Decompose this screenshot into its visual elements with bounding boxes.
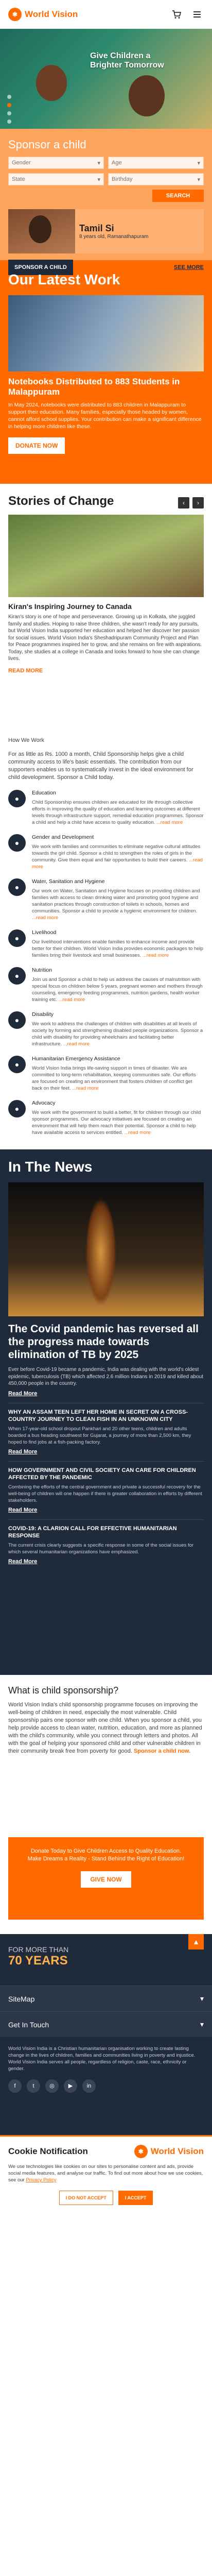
child-card[interactable] (8, 209, 204, 253)
focus-area-name: Water, Sanitation and Hygiene (32, 878, 105, 885)
focus-area-read-more[interactable]: ...read more (32, 915, 59, 921)
logo[interactable] (8, 8, 78, 21)
prev-arrow-icon[interactable]: ‹ (178, 497, 189, 509)
cart-icon[interactable] (170, 8, 183, 21)
years-banner (0, 1934, 212, 1986)
focus-area-read-more[interactable]: ...read more (72, 1086, 99, 1091)
focus-area-desc: Child Sponsorship ensures children are educated for life through collective efforts in improving the quality of education and learning outcomes at different levels through infrastructure support, remedial education programmes. Sponsor a child and help a child have access to quality education. ...read more (32, 800, 204, 825)
news-item-title[interactable]: WHY AN ASSAM TEEN LEFT HER HOME IN SECRET ON A CROSS-COUNTRY JOURNEY TO CLEAN FISH IN AN UNKNOWN CITY (8, 1409, 188, 1422)
story-read-more-link[interactable]: READ MORE (8, 667, 43, 674)
donate-now-button[interactable]: DONATE NOW (8, 437, 65, 454)
focus-area-name: Gender and Development (32, 834, 94, 840)
focus-area-item (8, 790, 204, 826)
carousel-dot[interactable] (7, 111, 11, 115)
instagram-icon[interactable]: ◎ (45, 2079, 59, 2093)
focus-area-read-more[interactable]: ...read more (32, 857, 203, 870)
state-select[interactable]: State ▾ (8, 173, 104, 185)
focus-area-name: Education (32, 790, 56, 796)
birthday-select[interactable]: Birthday ▾ (108, 173, 204, 185)
scroll-top-icon[interactable]: ▲ (188, 1934, 204, 1950)
news-item-read-more[interactable]: Read More (8, 1506, 38, 1513)
search-button[interactable]: SEARCH (152, 190, 204, 202)
news-feature-title[interactable]: The Covid pandemic has reversed all the progress made towards elimination of TB by 2025 (8, 1323, 199, 1361)
next-arrow-icon[interactable]: › (192, 497, 204, 509)
livelihood-icon: ● (8, 929, 26, 947)
logo-mark-icon: ✱ (134, 2145, 148, 2158)
see-more-link[interactable]: SEE MORE (173, 264, 204, 270)
focus-areas-list (8, 790, 204, 1136)
focus-area-desc: We work to address the challenges of children with disabilities at all levels of society by forming and strengthening disabled people organizations. Sponsor a child with disability for providing wheelchairs and facilitating better infrastructure. ...read more (32, 1021, 203, 1047)
youtube-icon[interactable]: ▶ (64, 2079, 77, 2093)
focus-area-item (8, 834, 204, 870)
focus-area-desc: Our work on Water, Sanitation and Hygiene focuses on providing children and families with access to clean drinking water and promoting good hygiene and sanitation practices through construction of toilets in schools, homes and communities. Sponsor a child to provide a hygienic environment for children. ...read more (32, 888, 200, 921)
cookie-banner (0, 2135, 212, 2230)
focus-area-read-more[interactable]: ...read more (124, 1130, 151, 1136)
latest-work-image (8, 295, 204, 371)
child-sponsorship-info (0, 1675, 212, 1837)
get-in-touch-label: Get In Touch (8, 2020, 49, 2029)
advocacy-icon: ● (8, 1100, 26, 1117)
news-section (0, 1149, 212, 1675)
focus-area-read-more[interactable]: ...read more (142, 953, 169, 958)
focus-area-item (8, 929, 204, 959)
news-item (8, 1403, 204, 1455)
chevron-down-icon: ▾ (197, 160, 200, 166)
focus-area-name: Livelihood (32, 929, 57, 936)
hero-carousel-dots (7, 95, 11, 124)
cookie-text: We use technologies like cookies on our sites to personalise content and ads, provide social media features, and analyse our traffic. To find out more about how we use cookies, see our Privacy Policy (8, 2164, 203, 2183)
latest-work-title: Our Latest Work (8, 272, 120, 287)
how-we-work-lede: For as little as Rs. 1000 a month, Child Sponsorship helps give a child community access to life's basic essentials. The contribution from our supporters enables us to systematically invest in the ideal environment for child development. Sponsor a Child today. (8, 751, 193, 781)
news-item (8, 1519, 204, 1565)
logo-text: World Vision (25, 9, 78, 19)
news-item-body: The current crisis clearly suggests a specific response in some of the social issues for which several humanitarian organizations have emphasized. (8, 1542, 194, 1555)
footer (0, 2037, 212, 2135)
news-item-read-more[interactable]: Read More (8, 1558, 38, 1565)
privacy-policy-link[interactable]: Privacy Policy (26, 2177, 57, 2183)
news-item-read-more[interactable]: Read More (8, 1448, 38, 1455)
years-prefix: FOR MORE THAN (8, 1945, 69, 1954)
child-photo (8, 209, 75, 253)
gender-icon: ● (8, 834, 26, 852)
chevron-down-icon: ▾ (197, 177, 200, 183)
how-we-work-caption: How We Work (8, 737, 44, 743)
header-icons (170, 8, 204, 21)
news-item (8, 1461, 204, 1513)
chevron-down-icon: ▾ (97, 160, 100, 166)
sponsor-section (0, 129, 212, 270)
latest-work-story-body: In May 2024, notebooks were distributed to 883 children in Malappuram to support their education. Many families, especially those headed by women, cannot afford school supplies. Your contribution can make a significant difference in helping more children like these. (8, 402, 202, 430)
news-feature-body: Ever before Covid-19 became a pandemic, India was dealing with the world's oldest epidemic, tuberculosis (TB) which affected 2.6 million Indians in 2019 and killed about 450,000 people in the country. (8, 1367, 203, 1386)
sponsor-now-link[interactable]: Sponsor a child now. (133, 1748, 191, 1754)
news-feature-image (8, 1182, 204, 1316)
footer-text: World Vision India is a Christian humanitarian organisation working to create lasting change in the lives of children, families and communities living in poverty and injustice. World Vision India serves all people, regardless of religion, caste, race, ethnicity or gender. (8, 2046, 196, 2072)
facebook-icon[interactable]: f (8, 2079, 22, 2093)
carousel-dot[interactable] (7, 120, 11, 124)
child-sponsorship-body: World Vision India's child sponsorship programme focuses on improving the well-being of children in need, especially the most vulnerable. Child sponsorship pairs one sponsor with one child. When you sponsor a child, you help provide access to clean water, nutrition, education, and more as planned with the child's community, while you connect through letters and photos. All with the goal of helping your sponsored child and other vulnerable children in their community break free from poverty for good. Sponsor a child now. (8, 1702, 202, 1754)
cookie-decline-button[interactable]: I DO NOT ACCEPT (59, 2191, 113, 2205)
focus-area-desc: World Vision India brings life-saving support in times of disaster. We are committed to long-term rehabilitation, keeping communities safe. Our efforts are focused on creating an environment that fosters children of conflict get back on their feet. ...read more (32, 1065, 196, 1091)
child-sponsorship-title: What is child sponsorship? (8, 1685, 119, 1696)
carousel-dot[interactable] (7, 95, 11, 99)
focus-area-name: Advocacy (32, 1100, 56, 1106)
story-body: Kiran's story is one of hope and perseverance. Growing up in Kolkata, she juggled family and studies. Hoping to raise three children, she wasn't ready for any pursuits, but World Vision India supported her education and helped her discover her passion for social issues. World Vision India's Sheshadripuram Community Project and Plan for Peace programmes inspired her to grow, and she remains on fire with aspirations. Today, she studies at a college in Canada and looks forward to how she can change lives. (8, 614, 202, 662)
how-we-work-section (0, 726, 212, 1149)
chevron-down-icon: ▾ (200, 1994, 204, 2003)
cookie-accept-button[interactable]: I ACCEPT (118, 2191, 153, 2205)
hero-banner[interactable] (0, 29, 212, 129)
focus-area-name: Nutrition (32, 967, 52, 973)
education-icon: ● (8, 790, 26, 807)
news-item-body: Combining the efforts of the central government and private a successful recovery for the well-being of children will one happen if there is greater collaboration in efforts by different stakeholders. (8, 1484, 202, 1503)
focus-area-name: Disability (32, 1011, 54, 1018)
stories-title: Stories of Change (8, 494, 114, 508)
focus-area-desc: Join us and Sponsor a child to help us address the causes of malnutrition with special focus on children below 5 years, pregnant women and mothers through counseling, emergency feeding programmes, nutrition gardens, health worker training etc. ...read more (32, 977, 203, 1003)
news-item-title[interactable]: HOW GOVERNMENT AND CIVIL SOCIETY CAN CARE FOR CHILDREN AFFECTED BY THE PANDEMIC (8, 1467, 196, 1481)
focus-area-read-more[interactable]: ...read more (58, 997, 85, 1003)
water-icon: ● (8, 878, 26, 896)
twitter-icon[interactable]: t (27, 2079, 40, 2093)
focus-area-desc: Our livelihood interventions enable families to enhance income and provide better for their children. World Vision India provides economic packages to help families bring their livestock and small businesses. ...read more (32, 939, 203, 958)
focus-area-name: Humanitarian Emergency Assistance (32, 1056, 120, 1062)
hamburger-icon[interactable] (190, 8, 204, 21)
latest-work-section (0, 260, 212, 484)
donate-box-text: Donate Today to Give Children Access to Quality Education. Make Dreams a Reality - Stand Behind the Right of Education! (27, 1848, 185, 1862)
focus-area-item (8, 878, 204, 921)
gender-select[interactable]: Gender ▾ (8, 157, 104, 169)
child-name: Tamil Si (79, 223, 114, 233)
focus-area-item (8, 1100, 204, 1136)
sitemap-accordion[interactable] (0, 1986, 212, 2011)
hero-headline: Give Children a Brighter Tomorrow (90, 52, 164, 70)
focus-area-desc: We work with families and communities to eliminate negative cultural attitudes towards the girl child. Sponsor a child to strengthen the roles of girls in the community. Give them equal and fair opportunities to build their careers. ...read more (32, 844, 203, 870)
sitemap-label: SiteMap (8, 1994, 35, 2003)
donate-box (8, 1837, 204, 1920)
disability-icon: ● (8, 1011, 26, 1029)
cookie-logo: ✱ World Vision (134, 2145, 204, 2158)
age-select[interactable]: Age ▾ (108, 157, 204, 169)
stories-section (0, 484, 212, 726)
focus-area-read-more[interactable]: ...read more (156, 820, 183, 825)
logo-mark-icon: ✱ (8, 8, 22, 21)
sponsor-a-child-button[interactable]: SPONSOR A CHILD (8, 260, 73, 275)
get-in-touch-accordion[interactable] (0, 2011, 212, 2037)
story-title[interactable]: Kiran's Inspiring Journey to Canada (8, 602, 132, 611)
focus-area-item (8, 1056, 204, 1092)
social-links (8, 2079, 204, 2093)
focus-area-item (8, 967, 204, 1003)
give-now-button[interactable]: GIVE NOW (81, 1871, 131, 1888)
news-title: In The News (8, 1159, 93, 1175)
hero-child-image (129, 75, 165, 116)
hero-child-image (36, 65, 67, 101)
news-feature-read-more[interactable]: Read More (8, 1390, 38, 1397)
carousel-dot-active[interactable] (7, 103, 11, 107)
focus-area-desc: We work with the government to build a better, fit for children through our child sponsor programmes. Our advocacy initiatives are focused on creating an environment that will help them reach their potential. Sponsor a child to help have available access to services entitled. ...read more (32, 1110, 201, 1136)
site-header (0, 0, 212, 29)
focus-area-read-more[interactable]: ...read more (63, 1041, 90, 1047)
linkedin-icon[interactable]: in (82, 2079, 96, 2093)
latest-work-story-title[interactable]: Notebooks Distributed to 883 Students in Malappuram (8, 377, 180, 397)
sponsor-title: Sponsor a child (8, 138, 86, 151)
news-list (8, 1403, 204, 1565)
chevron-down-icon: ▾ (97, 177, 100, 183)
news-item-body: When 17-year-old school dropout Pankhari and 20 other teens, children and adults boarded a bus heading southwest for Gujarat, a journey of more than 2,500 km, they hoped to find jobs at a fish-packing factory. (8, 1426, 191, 1445)
emergency-icon: ● (8, 1056, 26, 1073)
cookie-title: Cookie Notification (8, 2146, 88, 2156)
chevron-down-icon: ▾ (200, 2020, 204, 2028)
nutrition-icon: ● (8, 967, 26, 985)
news-item-title[interactable]: COVID-19: A CLARION CALL FOR EFFECTIVE HUMANITARIAN RESPONSE (8, 1525, 177, 1539)
years-count: 70 YEARS (8, 1954, 68, 1968)
story-image (8, 515, 204, 597)
child-meta: 8 years old, Ramanathapuram (79, 234, 149, 240)
focus-area-item (8, 1011, 204, 1047)
